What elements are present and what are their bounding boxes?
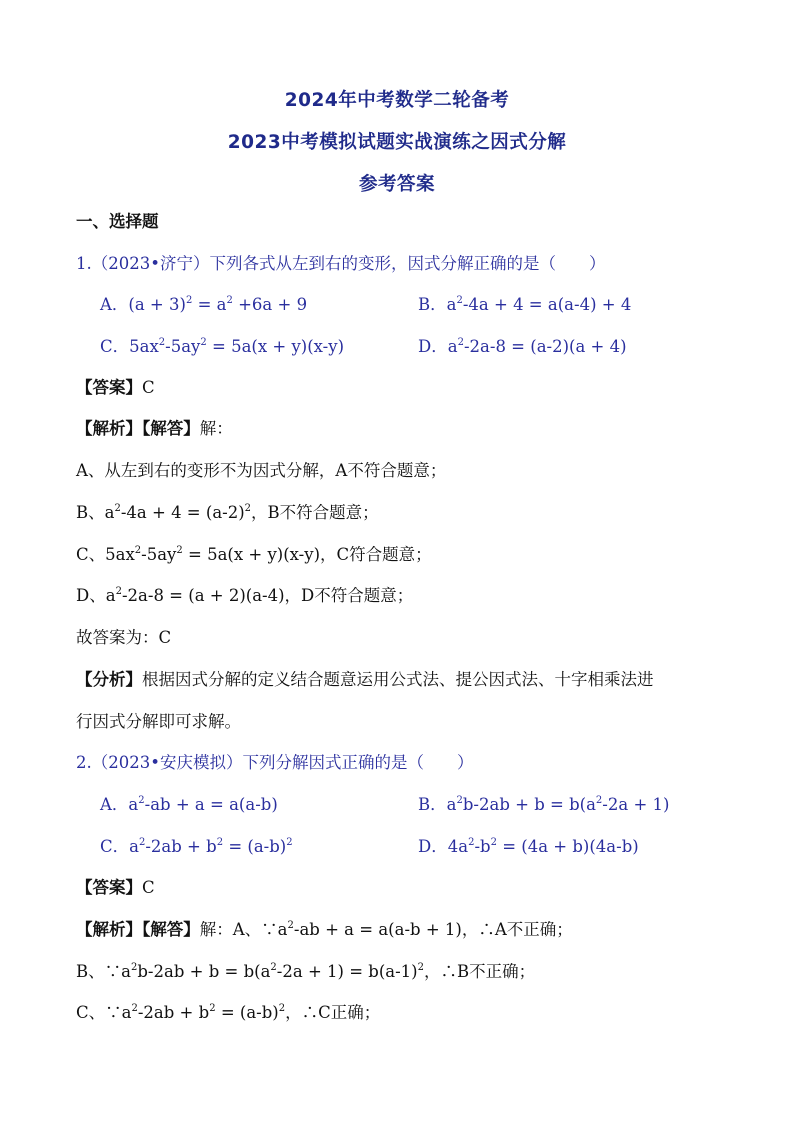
q1-option-c: C．$5ax^2-5ay^2 = 5a(x + y)(x-y)$ — [100, 337, 345, 356]
q2-analysis-c: C、$\because a^2-2ab + b^2 = (a-b)^2$，∴C正确； — [76, 1003, 381, 1022]
q2-option-b: B．$a^2b-2ab + b = b(a^2-2a + 1)$ — [418, 795, 670, 814]
q1-conclusion: 故答案为：C — [76, 628, 172, 647]
q1-analysis-heading: 【解析】【解答】解： — [76, 419, 233, 438]
q2-analysis-a: 【解析】【解答】解：A、$\because a^2-ab + a = a(a-b + 1)$，∴A不正确； — [76, 920, 573, 939]
q1-answer: 【答案】C — [76, 378, 155, 397]
doc-subtitle: 2023中考模拟试题实战演练之因式分解 — [227, 132, 567, 153]
q2-option-c: C．$a^2-2ab + b^2 = (a-b)^2$ — [100, 837, 293, 856]
q1-analysis-d: D、$a^2-2a-8 = (a + 2)(a-4)$，D不符合题意； — [76, 586, 414, 605]
q1-stem: 1.（2023•济宁）下列各式从左到右的变形，因式分解正确的是（ ） — [76, 254, 606, 273]
q1-analysis-b: B、$a^2-4a + 4 = (a-2)^2$，B不符合题意； — [76, 503, 379, 522]
q2-stem: 2.（2023•安庆模拟）下列分解因式正确的是（ ） — [76, 753, 474, 772]
q1-option-a: A．$(a + 3)^2 = a^2 +6a + 9$ — [100, 295, 308, 314]
q1-fenxi-cont: 行因式分解即可求解。 — [76, 712, 241, 731]
q2-option-d: D．$4a^2-b^2 = (4a + b)(4a-b)$ — [418, 837, 639, 856]
q1-analysis-a: A、从左到右的变形不为因式分解，A不符合题意； — [76, 461, 447, 480]
section-heading: 一、选择题 — [76, 212, 159, 231]
q1-fenxi: 【分析】根据因式分解的定义结合题意运用公式法、提公因式法、十字相乘法进 — [76, 670, 654, 689]
q1-analysis-c: C、$5ax^2-5ay^2 = 5a(x + y)(x-y)$，C符合题意； — [76, 545, 432, 564]
doc-title: 2024年中考数学二轮备考 — [284, 90, 510, 111]
q2-option-a: A．$a^2-ab + a = a(a-b)$ — [100, 795, 278, 814]
q2-analysis-b: B、$\because a^2b-2ab + b = b(a^2-2a + 1) = b(a-1)^2$，∴B不正确； — [76, 962, 536, 981]
q1-option-d: D．$a^2-2a-8 = (a-2)(a + 4)$ — [418, 337, 627, 356]
doc-answer-heading: 参考答案 — [358, 174, 435, 195]
q1-option-b: B．$a^2-4a + 4 = a(a-4) + 4$ — [418, 295, 632, 314]
q2-answer: 【答案】C — [76, 878, 155, 897]
